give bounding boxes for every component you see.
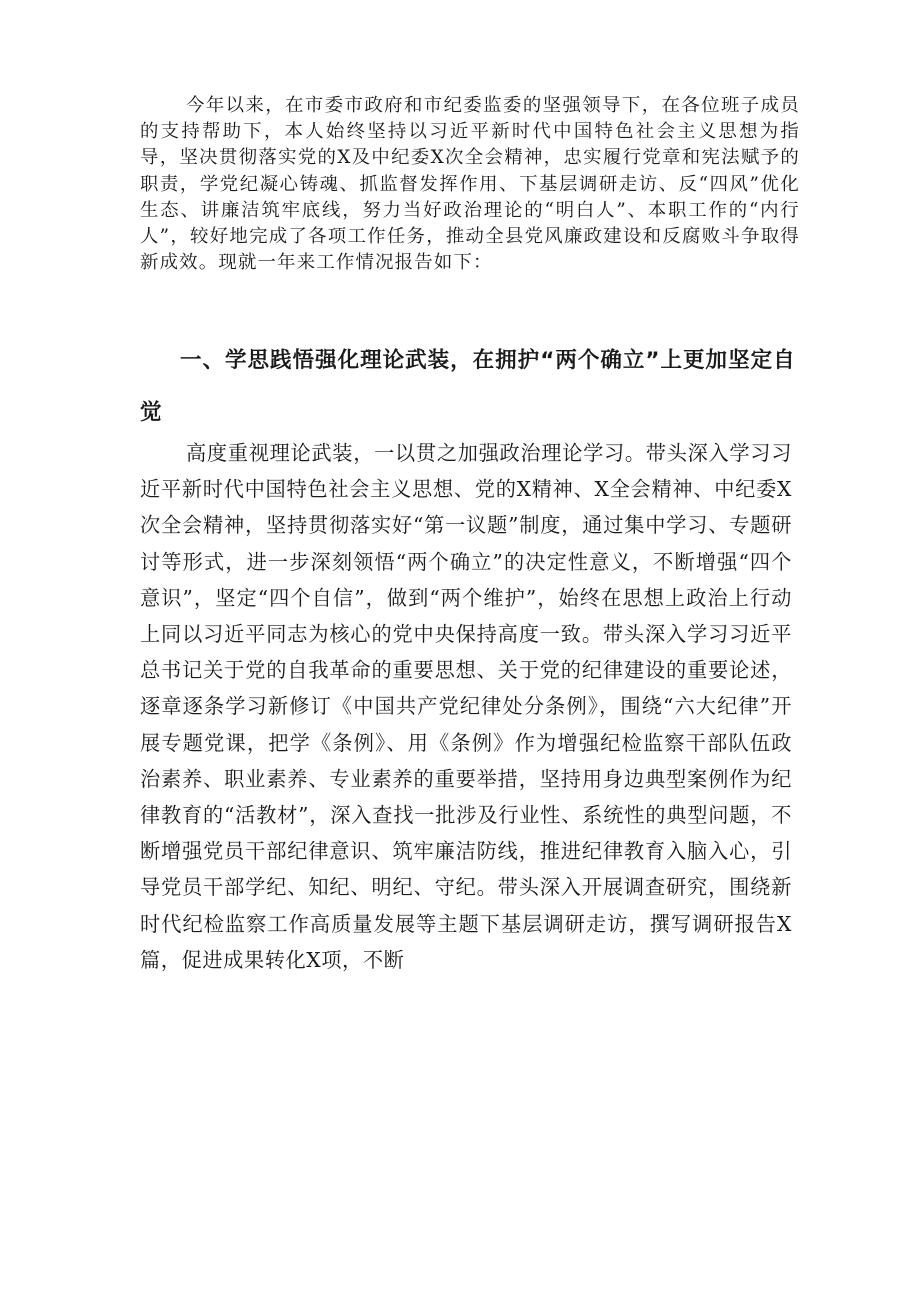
intro-paragraph: 今年以来，在市委市政府和市纪委监委的坚强领导下，在各位班子成员的支持帮助下，本人始终坚持以习近平新时代中国特色社会主义思想为指导，坚决贯彻落实党的X及中纪委X次全会精神，忠实履行党章和宪法赋予的职责，学党纪凝心铸魂、抓监督发挥作用、下基层调研走访、反“四风”优化生态、讲廉洁筑牢底线，努力当好政治理论的“明白人”、本职工作的“内行人”，较好地完成了各项工作任务，推动全县党风廉政建设和反腐败斗争取得新成效。现就一年来工作情况报告如下： [140, 95, 800, 274]
section-heading: 一、学思践悟强化理论武装，在拥护“两个确立”上更加坚定自觉 [140, 348, 795, 425]
body-paragraph: 高度重视理论武装，一以贯之加强政治理论学习。带头深入学习习近平新时代中国特色社会主义思想、党的X精神、X全会精神、中纪委X次全会精神，坚持贯彻落实好“第一议题”制度，通过集中学习、专题研讨等形式，进一步深刻领悟“两个确立”的决定性意义，不断增强“四个意识”，坚定“四个自信”，做到“两个维护”，始终在思想上政治上行动上同以习近平同志为核心的党中央保持高度一致。带头深入学习习近平总书记关于党的自我革命的重要思想、关于党的纪律建设的重要论述，逐章逐条学习新修订《中国共产党纪律处分条例》，围绕“六大纪律”开展专题党课，把学《条例》、用《条例》作为增强纪检监察干部队伍政治素养、职业素养、专业素养的重要举措，坚持用身边典型案例作为纪律教育的“活教材”，深入查找一批涉及行业性、系统性的典型问题，不断增强党员干部纪律意识、筑牢廉洁防线，推进纪律教育入脑入心，引导党员干部学纪、知纪、明纪、守纪。带头深入开展调查研究，围绕新时代纪检监察工作高质量发展等主题下基层调研走访，撰写调研报告X篇，促进成果转化X项，不断 [140, 441, 792, 972]
